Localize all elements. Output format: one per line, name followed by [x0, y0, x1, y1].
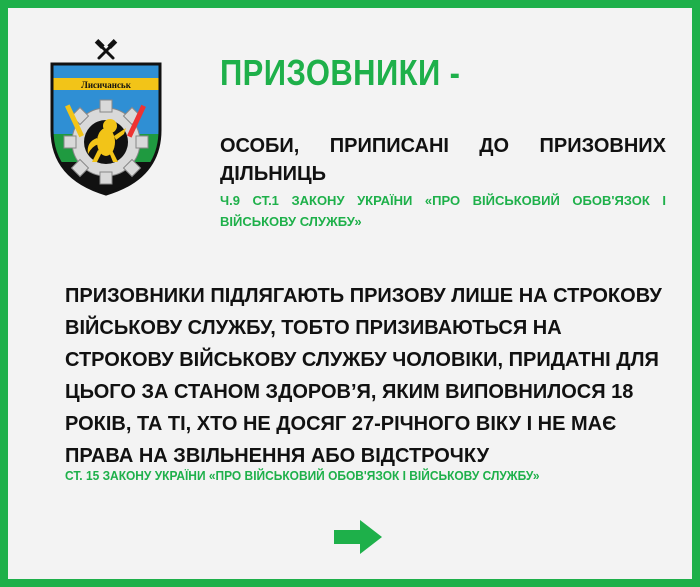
subtitle: ОСОБИ, ПРИПИСАНІ ДО ПРИЗОВНИХ ДІЛЬНИЦЬ — [220, 135, 666, 185]
arrow-right-icon[interactable] — [334, 520, 382, 554]
page-title: ПРИЗОВНИКИ - — [220, 52, 461, 93]
body-text: ПРИЗОВНИКИ ПІДЛЯГАЮТЬ ПРИЗОВУ ЛИШЕ НА СТРОКОВУ ВІЙСЬКОВУ СЛУЖБУ, ТОБТО ПРИЗИВАЮТЬСЯ НА СТРОКОВУ ВІЙСЬКОВУ СЛУЖБУ ЧОЛОВІКИ, ПРИДАТНІ ДЛЯ ЦЬОГО ЗА СТАНОМ ЗДОРОВ’Я, ЯКИМ ВИПОВНИЛОСЯ 18 РОКІВ, ТА ТІ, ХТО НЕ ДОСЯГ 27-РІЧНОГО ВІКУ І НЕ МАЄ ПРАВА НА ЗВІЛЬНЕННЯ АБО ВІДСТРОЧКУ — [65, 285, 662, 467]
law-reference-1: Ч.9 СТ.1 ЗАКОНУ УКРАЇНИ «ПРО ВІЙСЬКОВИЙ ОБОВ'ЯЗОК І ВІЙСЬКОВУ СЛУЖБУ» — [220, 193, 666, 229]
city-coat-of-arms-icon — [42, 38, 170, 198]
law-reference-2: СТ. 15 ЗАКОНУ УКРАЇНИ «ПРО ВІЙСЬКОВИЙ ОБОВ'ЯЗОК І ВІЙСЬКОВУ СЛУЖБУ» — [65, 468, 540, 483]
svg-text:Лисичанськ: Лисичанськ — [81, 80, 131, 90]
